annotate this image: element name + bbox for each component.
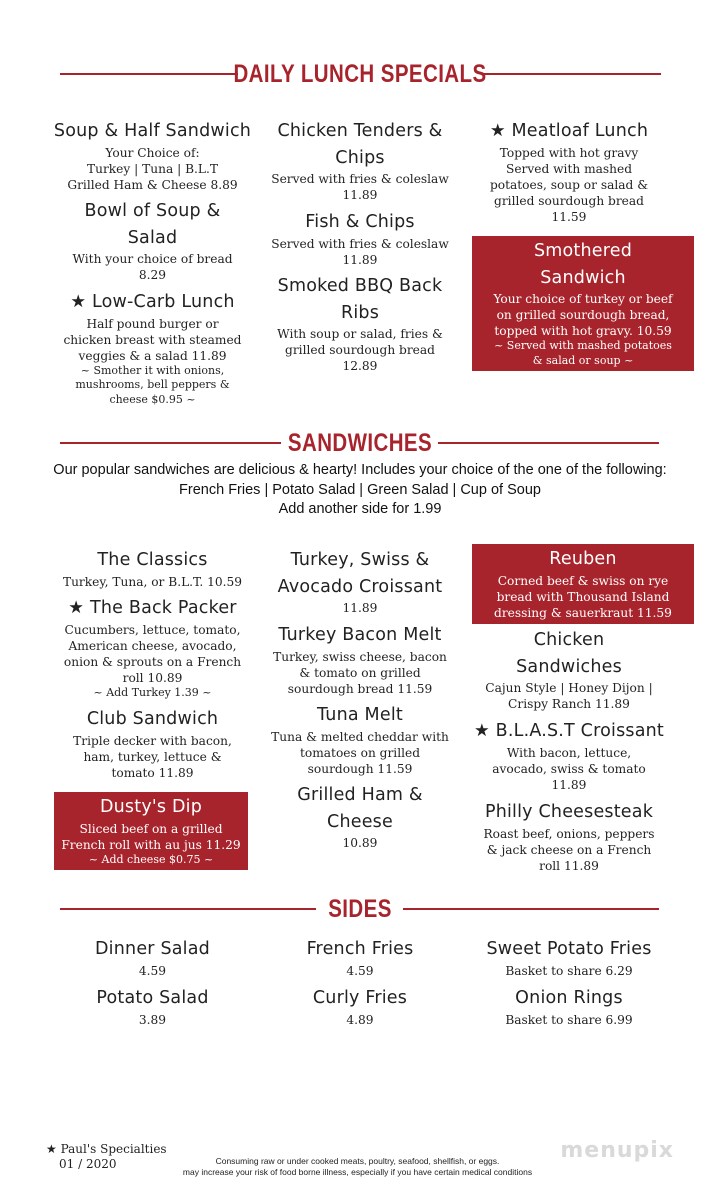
health-warning [150,1156,565,1178]
menu-item-chicken-tenders [255,118,465,203]
item-desc: 4.59 [138,963,167,978]
watermark-logo: menupix [560,1138,674,1163]
menu-item-turkey-croissant [255,547,465,616]
menu-date: 01 / 2020 [59,1157,117,1171]
menu-item-grilled-ham-cheese [255,782,465,851]
item-name: Dusty's Dip [99,797,203,817]
item-name: Sweet Potato Fries [486,939,652,959]
menu-item-dinner-salad [30,936,275,979]
item-note: ~ Add cheese $0.75 ~ [88,852,214,866]
item-desc: Basket to share 6.99 [505,1012,633,1027]
item-desc: 11.89 [342,601,378,615]
menu-item-fish-chips [255,209,465,268]
item-name: Chicken Sandwiches [516,630,622,677]
item-desc: Turkey, Tuna, or B.L.T. 10.59 [62,574,243,589]
intro-line: Add another side for 1.99 [278,501,442,517]
item-name: Chicken Tenders & Chips [277,121,443,168]
menu-item-philly-cheesesteak [462,799,676,874]
item-desc: Triple decker with bacon, ham, turkey, lettuce & tomato 11.89 [73,733,232,780]
item-desc: Tuna & melted cheddar with tomatoes on grilled sourdough 11.59 [271,729,449,776]
item-name: ★ Meatloaf Lunch [489,121,649,141]
warning-line: Consuming raw or under cooked meats, poultry, seafood, shellfish, or eggs. [215,1156,500,1166]
item-desc: Your choice of turkey or beef on grilled sourdough bread, topped with hot gravy. 10.59 [493,292,673,338]
item-desc: With your choice of bread 8.29 [72,252,233,282]
item-desc: Your Choice of: Turkey | Tuna | B.L.T Grilled Ham & Cheese 8.89 [67,145,238,192]
item-desc: 4.89 [346,1012,374,1027]
menu-item-blast-croissant [462,718,676,793]
item-desc: 4.59 [346,963,374,978]
menu-item-onion-rings [462,985,676,1028]
item-desc: Turkey, swiss cheese, bacon & tomato on grilled sourdough bread 11.59 [273,649,447,696]
item-name: Soup & Half Sandwich [53,121,252,141]
sandwiches-section-title: SANDWICHES [287,429,433,457]
item-desc: Served with fries & coleslaw 11.89 [271,172,449,202]
item-desc: Roast beef, onions, peppers & jack cheese on a French roll 11.89 [483,826,655,873]
menu-item-turkey-bacon-melt [255,622,465,697]
specialties-note [46,1142,167,1172]
item-name: Grilled Ham & Cheese [297,785,423,832]
menu-item-club-sandwich [30,706,275,781]
menu-item-tuna-melt [255,702,465,777]
item-name: Onion Rings [515,988,623,1008]
menu-item-smothered-sandwich [472,236,694,371]
lunch-section-header [0,54,720,94]
menu-item-sweet-potato-fries [462,936,676,979]
menu-item-curly-fries [255,985,465,1028]
menu-item-potato-salad [30,985,275,1028]
item-name: Curly Fries [312,988,408,1008]
menu-item-classics [30,547,275,590]
item-desc: Topped with hot gravy Served with mashed potatoes, soup or salad & grilled sourdough bread 11.59 [489,145,649,224]
item-desc: Cajun Style | Honey Dijon | Crispy Ranch 11.89 [485,681,653,711]
item-name: Tuna Melt [317,705,403,725]
menu-item-low-carb [30,289,275,407]
intro-line: French Fries | Potato Salad | Green Salad | Cup of Soup [179,481,541,498]
item-name: French Fries [306,939,414,959]
item-name: ★ Low-Carb Lunch [70,292,235,312]
item-name: Reuben [549,549,617,569]
menu-item-dustys-dip [54,792,248,870]
item-desc: With soup or salad, fries & grilled sourdough bread 12.89 [277,327,443,373]
item-name: ★ B.L.A.S.T Croissant [474,721,664,741]
menu-item-meatloaf [470,118,668,225]
item-name: ★ The Back Packer [68,598,237,618]
item-name: Turkey Bacon Melt [278,625,442,645]
intro-line: Our popular sandwiches are delicious & hearty! Includes your choice of the one of the following: [53,462,667,478]
item-desc: 3.89 [138,1012,167,1027]
item-desc: 10.89 [342,836,378,850]
item-name: Fish & Chips [305,212,415,232]
item-name: Turkey, Swiss & Avocado Croissant [277,550,443,597]
item-desc: Cucumbers, lettuce, tomato, American cheese, avocado, onion & sprouts on a French roll 10.89 [63,622,242,685]
lunch-section-title: DAILY LUNCH SPECIALS [233,60,487,88]
menu-item-soup-salad [30,198,275,283]
sides-section-title: SIDES [328,895,392,923]
item-name: Smothered Sandwich [533,241,633,288]
item-desc: Served with fries & coleslaw 11.89 [271,236,449,267]
menu-item-reuben [472,544,694,624]
item-name: Potato Salad [96,988,209,1008]
item-desc: Half pound burger or chicken breast with steamed veggies & a salad 11.89 [63,316,242,363]
item-name: Dinner Salad [95,939,210,959]
item-desc: With bacon, lettuce, avocado, swiss & tomato 11.89 [492,745,646,792]
item-note: ~ Add Turkey 1.39 ~ [93,685,212,699]
sandwiches-section-header [0,423,720,463]
menu-item-french-fries [255,936,465,979]
warning-line: may increase your risk of food borne illness, especially if you have certain medical conditions [182,1167,533,1177]
item-name: Club Sandwich [86,709,219,729]
item-name: Philly Cheesesteak [484,802,654,822]
menu-item-soup-half [30,118,275,193]
item-name: The Classics [97,550,208,570]
item-desc: Sliced beef on a grilled French roll with au jus 11.29 [61,821,241,852]
menu-item-back-packer [30,595,275,700]
item-name: Smoked BBQ Back Ribs [277,276,443,323]
sides-section-header [0,889,720,929]
item-note: ~ Served with mashed potatoes & salad or soup ~ [494,339,672,367]
item-name: Bowl of Soup & Salad [84,201,221,248]
specialties-legend: ★ Paul's Specialties [46,1142,167,1156]
item-desc: Corned beef & swiss on rye bread with Thousand Island dressing & sauerkraut 11.59 [494,573,672,620]
item-note: ~ Smother it with onions, mushrooms, bell peppers & cheese $0.95 ~ [75,363,230,406]
menu-item-chicken-sandwiches [470,627,668,712]
menu-item-bbq-ribs [255,273,465,374]
sandwich-intro [0,461,720,520]
item-desc: Basket to share 6.29 [505,963,633,978]
